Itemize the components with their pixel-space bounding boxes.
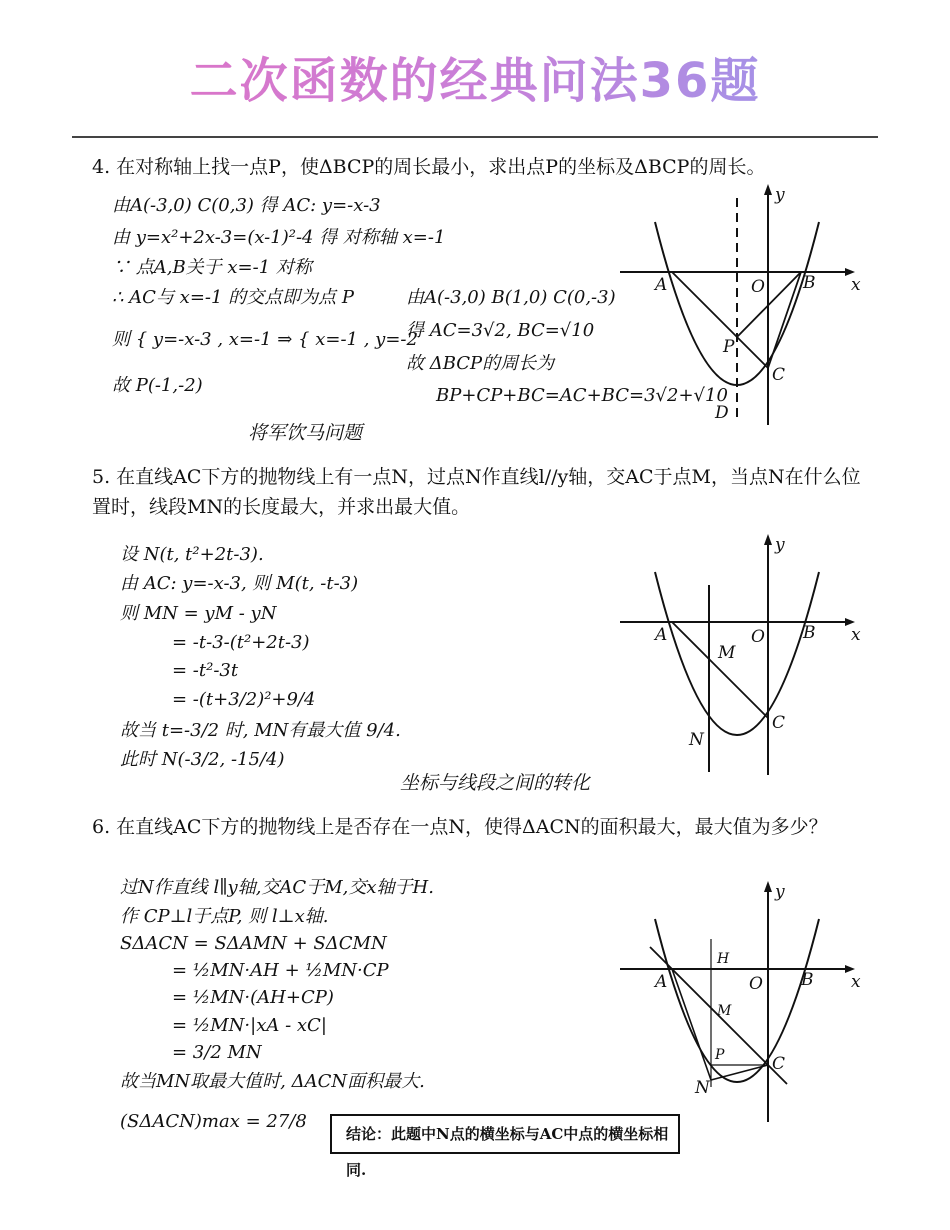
label-a: A <box>655 275 668 295</box>
q6-line-3: SΔACN = SΔAMN + SΔCMN <box>120 933 387 954</box>
q6-question: 6. 在直线AC下方的抛物线上是否存在一点N，使得ΔACN的面积最大，最大值为多少？ <box>92 816 828 838</box>
label-a: A <box>655 972 668 992</box>
segment-nc <box>711 1065 768 1080</box>
q6-line-9: (SΔACN)max = 27/8 <box>120 1111 307 1132</box>
q4-question: 4. 在对称轴上找一点P，使ΔBCP的周长最小，求出点P的坐标及ΔBCP的周长。 <box>92 156 766 178</box>
q6-line-1: 过N作直线 l∥y轴,交AC于M,交x轴于H. <box>120 877 434 898</box>
label-o: O <box>749 974 763 994</box>
q6-line-6: = ½MN·|xA - xC| <box>172 1015 327 1036</box>
q5-note: 坐标与线段之间的转化 <box>400 772 591 794</box>
label-m: M <box>718 643 736 663</box>
y-axis-arrow <box>764 534 772 545</box>
q4-right-4: BP+CP+BC=AC+BC=3√2+√10 <box>436 385 728 406</box>
q6-line-7: = 3/2 MN <box>172 1042 262 1063</box>
q4-right-1: 由A(-3,0) B(1,0) C(0,-3) <box>406 287 616 308</box>
y-axis-arrow <box>764 881 772 892</box>
label-d: D <box>715 403 729 423</box>
q5-question: 5. 在直线AC下方的抛物线上有一点N，过点N作直线l//y轴，交AC于点M，当点N在什么位置时，线段MN的长度最大，并求出最大值。 <box>92 466 861 518</box>
parabola <box>655 572 819 735</box>
label-x: x <box>851 275 861 295</box>
q6-line-2: 作 CP⊥l于点P, 则 l⊥x轴. <box>120 906 329 927</box>
label-c: C <box>772 1054 786 1074</box>
label-o: O <box>751 277 765 297</box>
label-h: H <box>717 951 730 967</box>
q6-graph <box>615 877 865 1127</box>
q4-line-2: 由 y=x²+2x-3=(x-1)²-4 得 对称轴 x=-1 <box>112 227 446 248</box>
q5-line-1: 设 N(t, t²+2t-3). <box>120 544 264 565</box>
label-y: y <box>775 185 785 205</box>
label-b: B <box>803 273 816 293</box>
q5-line-3: 则 MN = yM - yN <box>120 603 277 624</box>
title-divider <box>72 136 878 138</box>
label-b: B <box>803 623 816 643</box>
label-p: P <box>723 337 735 357</box>
y-axis-arrow <box>764 184 772 195</box>
segment-cb <box>768 272 801 368</box>
label-y: y <box>775 535 785 555</box>
q5-line-7: 故当 t=-3/2 时, MN有最大值 9/4. <box>120 720 401 741</box>
label-p: P <box>715 1047 725 1063</box>
q5-line-6: = -(t+3/2)²+9/4 <box>172 689 316 710</box>
label-m: M <box>717 1003 732 1019</box>
q6-conclusion-box: 结论：此题中N点的横坐标与AC中点的横坐标相同. <box>330 1114 680 1154</box>
label-c: C <box>772 713 786 733</box>
label-n: N <box>689 730 704 750</box>
q5-line-2: 由 AC: y=-x-3, 则 M(t, -t-3) <box>120 573 359 594</box>
q4-right-2: 得 AC=3√2, BC=√10 <box>406 320 595 341</box>
q4-line-6: 故 P(-1,-2) <box>112 375 203 396</box>
q4-line-1: 由A(-3,0) C(0,3) 得 AC: y=-x-3 <box>112 195 381 216</box>
q4-note: 将军饮马问题 <box>248 422 363 444</box>
label-b: B <box>801 970 814 990</box>
label-y: y <box>775 882 785 902</box>
q6-line-5: = ½MN·(AH+CP) <box>172 987 334 1008</box>
label-o: O <box>751 627 765 647</box>
segment-an <box>672 969 711 1080</box>
q5-line-8: 此时 N(-3/2, -15/4) <box>120 749 285 770</box>
label-c: C <box>772 365 786 385</box>
q4-line-5: 则 { y=-x-3 , x=-1 ⇒ { x=-1 , y=-2 <box>112 329 418 350</box>
q6-line-8: 故当MN取最大值时, ΔACN面积最大. <box>120 1071 425 1092</box>
q4-line-4: ∴ AC与 x=-1 的交点即为点 P <box>112 287 354 308</box>
label-x: x <box>851 972 861 992</box>
q4-line-3: ∵ 点A,B关于 x=-1 对称 <box>112 257 312 278</box>
parabola <box>655 919 819 1082</box>
label-x: x <box>851 625 861 645</box>
q5-line-4: = -t-3-(t²+2t-3) <box>172 632 310 653</box>
q5-graph <box>615 530 865 780</box>
q4-right-3: 故 ΔBCP的周长为 <box>406 353 555 374</box>
page-title: 二次函数的经典问法36题 <box>0 42 950 111</box>
label-n: N <box>695 1078 710 1098</box>
q4-graph <box>615 180 865 430</box>
q6-line-4: = ½MN·AH + ½MN·CP <box>172 960 389 981</box>
q5-line-5: = -t²-3t <box>172 660 239 681</box>
label-a: A <box>655 625 668 645</box>
